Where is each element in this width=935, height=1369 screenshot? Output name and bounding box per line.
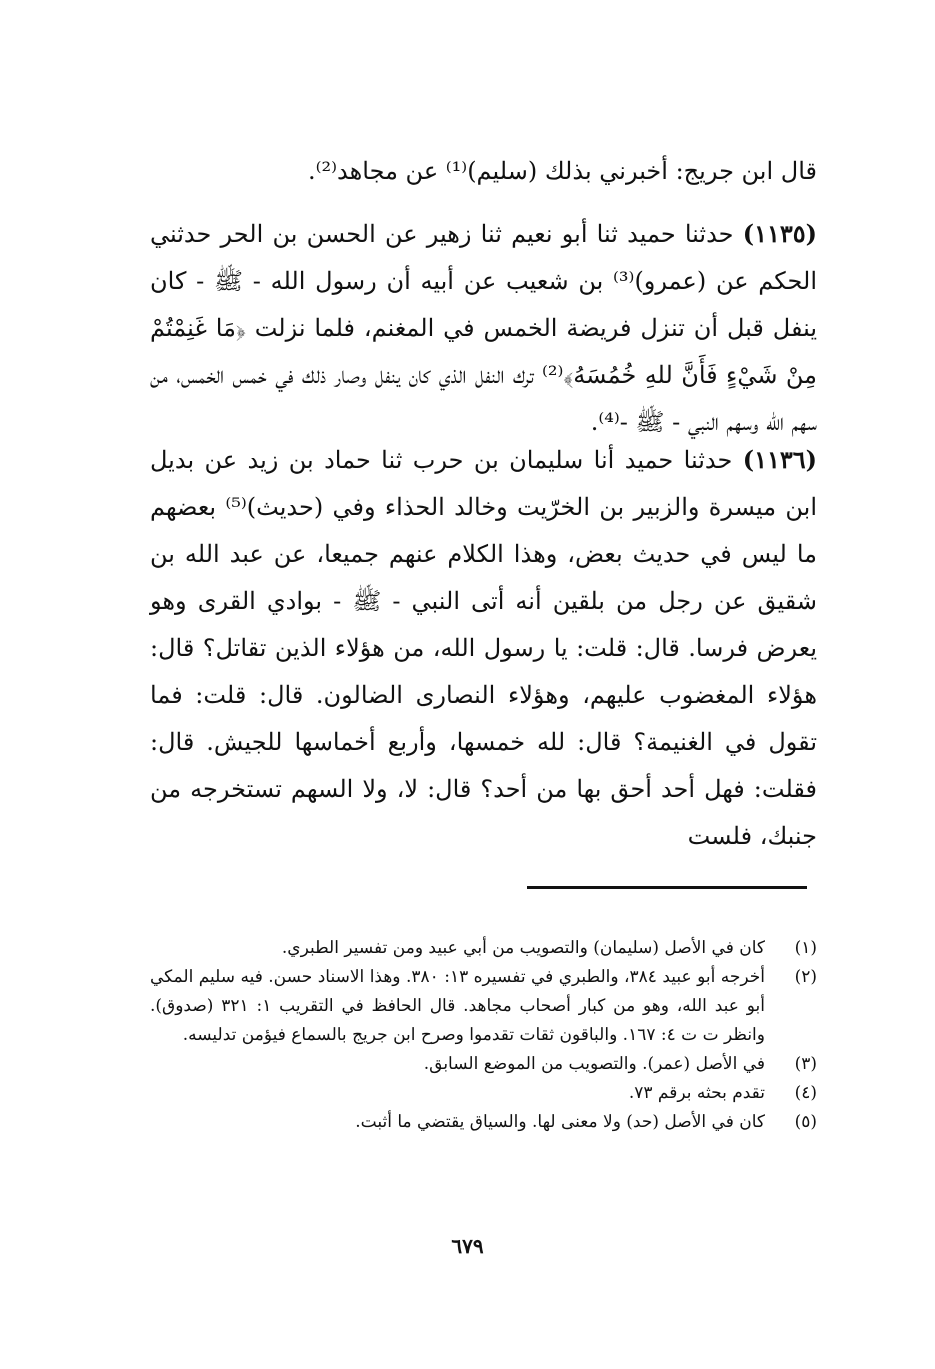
hadith-number: (١١٣٥) (742, 219, 817, 248)
hadith-1135-paragraph (150, 210, 817, 446)
intro-paragraph (150, 148, 817, 195)
hadith-number: (١١٣٦) (742, 445, 817, 474)
footnote-text: أخرجه أبو عبيد ٣٨٤، والطبري في تفسيره ١٣: ٣٨٠. وهذا الاسناد حسن. فيه سليم المكي أبو عبد الله، وهو من كبار أصحاب مجاهد. قال الحافظ في التقريب ١: ٣٢١ (صدوق). وانظر ت ت ٤: ١٦٧. والباقون ثقات تقدموا وصرح ابن جريج بالسماع فيؤمن تدليسه. (150, 967, 765, 1045)
footnote-marker: (٥) (794, 1112, 817, 1132)
hadith-text: حدثنا حميد أنا سليمان بن حرب ثنا حماد بن زيد عن بديل ابن ميسرة والزبير بن الخرّيت وخالد الحذاء وفي (حديث)⁽⁵⁾ بعضهم ما ليس في حديث بعض، وهذا الكلام عنهم جميعا، عن عبد الله بن شقيق عن رجل من بلقين أنه أتى النبي - ﷺ - بوادي القرى وهو يعرض فرسا. قال: قلت: يا رسول الله، من هؤلاء الذين تقاتل؟ قال: هؤلاء المغضوب عليهم، وهؤلاء النصارى الضالون. قال: قلت: فما تقول في الغنيمة؟ قال: لله خمسها، وأربع أخماسها للجيش. قال: فقلت: فهل أحد أحق بها من أحد؟ قال: لا، ولا السهم تستخرجه من جنبك، فلست (150, 446, 818, 850)
hadith-1135 (150, 210, 817, 446)
footnote-text: تقدم بحثه برقم ٧٣. (628, 1083, 765, 1103)
footnote-marker: (٤) (794, 1083, 817, 1103)
hadith-text: حدثنا حميد ثنا أبو نعيم ثنا زهير عن الحسن بن الحر حدثني الحكم عن (عمرو)⁽³⁾ بن شعيب عن أبيه أن رسول الله - ﷺ - كان ينفل قبل أن تنزل فريضة الخمس في المغنم، فلما نزلت ﴿مَا غَنِمْتُمْ مِنْ شَيْءٍ فَأَنَّ للهِ خُمُسَهُ﴾⁽²⁾ ترك النفل الذي كان ينفل وصار ذلك في خمس الخمس، من سهم الله وسهم النبي - ﷺ -⁽⁴⁾. (150, 220, 818, 436)
hadith-1136-paragraph (150, 436, 817, 860)
footnote-text: كان في الأصل (حد) ولا معنى لها. والسياق يقتضي ما أثبت. (355, 1112, 765, 1132)
hadith-1136 (150, 436, 817, 860)
footnote-marker: (٣) (794, 1054, 817, 1074)
footnote (150, 1050, 817, 1079)
intro-text: قال ابن جريج: أخبرني بذلك (سليم)⁽¹⁾ عن مجاهد⁽²⁾. (307, 157, 817, 185)
footnote-divider (527, 886, 807, 889)
page-number: ٦٧٩ (451, 1234, 484, 1258)
footnote (150, 934, 817, 963)
footnote (150, 1108, 817, 1137)
footnotes (150, 934, 817, 1137)
footnote-text: كان في الأصل (سليمان) والتصويب من أبي عبيد ومن تفسير الطبري. (281, 938, 765, 958)
footnote (150, 963, 817, 1050)
footnote (150, 1079, 817, 1108)
footnote-marker: (١) (794, 938, 817, 958)
footnote-text: في الأصل (عمر). والتصويب من الموضع السابق. (423, 1054, 765, 1074)
footnote-marker: (٢) (794, 967, 817, 987)
